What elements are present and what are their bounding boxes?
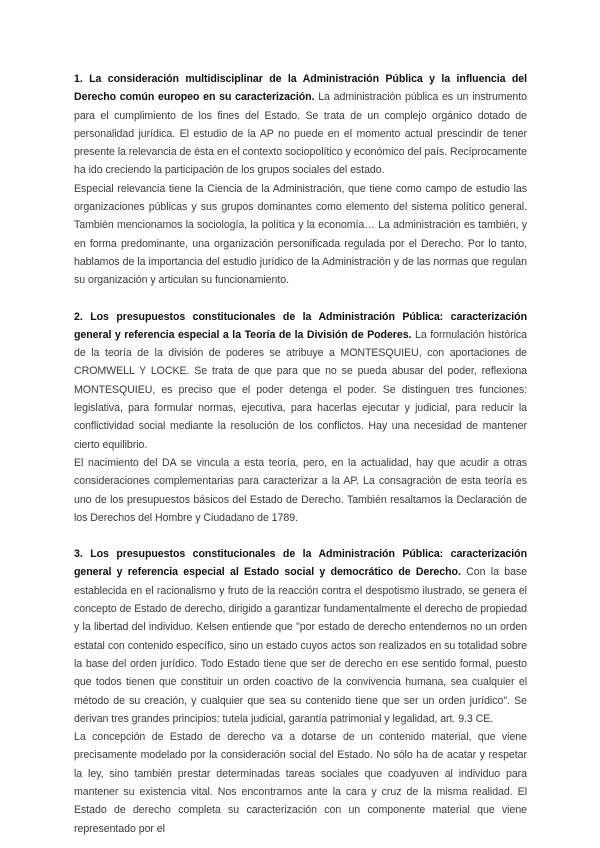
section-3-text-1: Con la base establecida en el racionalismo y fruto de la reacción contra el despotismo ilustrado, se genera el concepto de Estado de derecho, dirigido a garantizar fundamentalmente el derecho de propiedad y la libertad del individuo. Kelsen entiende que "por estado de derecho entendemos no un orden estatal con contenido específico, sino un estado cuyos actos son realizados en su totalidad sobre la base del orden jurídico. Todo Estado tiene que ser de derecho en ese sentido formal, puesto que todos tienen que constituir un orden coactivo de la convivencia humana, sea cualquier el método de su creación, y cualquier que sea su contenido tiene que ser un orden jurídico". Se derivan tres grandes principios: tutela judicial, garantía patrimonial y legalidad, art. 9.3 CE. <box>74 566 527 725</box>
section-1 <box>74 70 527 290</box>
section-3-paragraph-2: La concepción de Estado de derecho va a dotarse de un contenido material, que viene precisamente modelado por la consideración social del Estado. No sólo ha de acatar y respetar la ley, sino también prestar determinadas tareas sociales que coadyuven al individuo para mantener su existencia vital. Nos encontramos ante la cara y cruz de la misma realidad. El Estado de derecho completa su caracterización con un componente material que viene representado por el <box>74 731 527 835</box>
section-2-text-1: La formulación histórica de la teoría de la división de poderes se atribuye a MONTESQUIEU, con aportaciones de CROMWELL Y LOCKE. Se trata de que para que no se pueda abusar del poder, reflexiona MONTESQUIEU, es preciso que el poder detenga el poder. Se distinguen tres funciones: legislativa, para formular normas, ejecutiva, para hacerlas ejecutar y judicial, para reducir la conflictividad social mediante la resolución de los conflictos. Hay una necesidad de mantener cierto equilibrio. <box>74 328 527 451</box>
section-3-paragraph-1 <box>74 545 527 728</box>
section-1-paragraph-2: Especial relevancia tiene la Ciencia de la Administración, que tiene como campo de estudio las organizaciones públicas y sus grupos dominantes como elemento del sistema político general. También mencionamos la sociología, la política y la economía… La administración es también, y en forma predominante, una organización personificada regulada por el Derecho. Por lo tanto, hablamos de la importancia del estudio jurídico de la Administración y de las normas que regulan su organización y articulan su funcionamiento. <box>74 182 527 287</box>
section-1-heading: 1. La consideración multidisciplinar de la Administración Pública y la influencia del Derecho común europeo en su caracterización. <box>74 73 527 104</box>
section-2-heading: 2. Los presupuestos constitucionales de la Administración Pública: caracterización general y referencia especial a la Teoría de la División de Poderes. <box>74 310 527 341</box>
section-1-paragraph-1 <box>74 70 527 180</box>
section-3-heading: 3. Los presupuestos constitucionales de la Administración Pública: caracterización general y referencia especial al Estado social y democrático de Derecho. <box>74 548 527 579</box>
section-2-paragraph-2: El nacimiento del DA se vincula a esta teoría, pero, en la actualidad, hay que acudir a otras consideraciones complementarias para caracterizar a la AP. La consagración de esta teoría es uno de los presupuestos básicos del Estado de Derecho. También resaltamos la Declaración de los Derechos del Hombre y Ciudadano de 1789. <box>74 456 527 524</box>
section-3 <box>74 545 527 838</box>
section-1-text-1: La administración pública es un instrumento para el cumplimiento de los fines del Estado. Se trata de un complejo orgánico dotado de personalidad jurídica. El estudio de la AP no puede en el momento actual prescindir de tener presente la relevancia de ésta en el contexto sociopolítico y económico del país. Recíprocamente ha ido creciendo la participación de los grupos sociales del estado. <box>74 91 527 177</box>
section-2 <box>74 308 527 528</box>
section-2-paragraph-1 <box>74 308 527 454</box>
